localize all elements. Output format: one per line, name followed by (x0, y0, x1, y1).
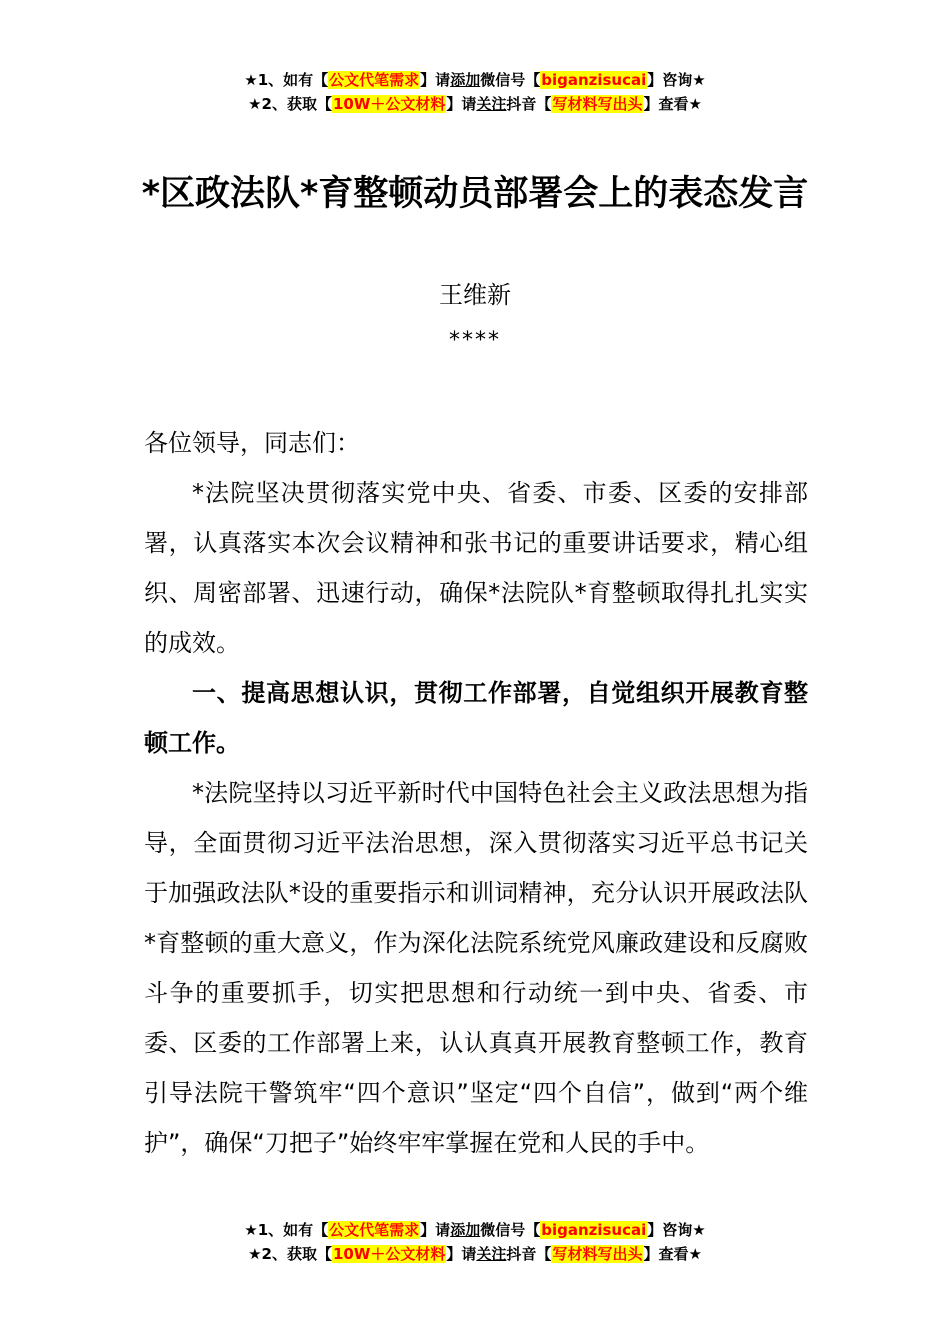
banner-highlight: biganzisucai (541, 71, 647, 89)
banner-text: 】咨询★ (647, 1221, 706, 1239)
banner-text: ★1、如有【 (244, 71, 329, 89)
paragraph: *法院坚决贯彻落实党中央、省委、市委、区委的安排部署，认真落实本次会议精神和张书记的重要讲话要求，精心组织、周密部署、迅速行动，确保*法院队*育整顿取得扎扎实实的成效。 (144, 479, 808, 657)
banner-highlight: 公文代笔需求 (329, 1221, 420, 1239)
footer-banner (0, 1218, 950, 1266)
banner-text: ★2、获取【 (248, 1245, 332, 1263)
banner-text: 】请 (420, 1221, 451, 1239)
banner-highlight: 10W＋公文材料 (332, 1245, 446, 1263)
banner-highlight: 10W＋公文材料 (332, 95, 446, 113)
document-author: 王维新 (439, 281, 511, 309)
banner-line-2 (0, 92, 950, 116)
banner-line-2 (0, 1242, 950, 1266)
banner-text: 】请 (420, 71, 451, 89)
banner-highlight: biganzisucai (541, 1221, 647, 1239)
banner-text: 微信号【 (480, 1221, 541, 1239)
banner-text: 微信号【 (480, 71, 541, 89)
salutation: 各位领导，同志们： (144, 429, 360, 457)
banner-text: 】请 (446, 95, 477, 113)
document-title: *区政法队*育整顿动员部署会上的表态发言 (141, 174, 809, 214)
banner-text: 】咨询★ (647, 71, 706, 89)
paragraph: *法院坚持以习近平新时代中国特色社会主义政法思想为指导，全面贯彻习近平法治思想，深入贯彻落实习近平总书记关于加强政法队*设的重要指示和训词精神，充分认识开展政法队*育整顿的重大意义，作为深化法院系统党风廉政建设和反腐败斗争的重要抓手，切实把思想和行动统一到中央、省委、市委、区委的工作部署上来，认认真真开展教育整顿工作，教育引导法院干警筑牢“四个意识”坚定“四个自信”，做到“两个维护”，确保“刀把子”始终牢牢掌握在党和人民的手中。 (144, 779, 808, 1157)
banner-text: 】请 (446, 1245, 477, 1263)
banner-highlight: 公文代笔需求 (329, 71, 420, 89)
banner-text: 】查看★ (643, 1245, 702, 1263)
document-body (144, 418, 808, 1168)
banner-underline: 关注 (476, 95, 507, 113)
banner-text: ★2、获取【 (248, 95, 332, 113)
banner-highlight: 写材料写出头 (552, 1245, 643, 1263)
banner-text: 抖音【 (506, 1245, 552, 1263)
section-heading: 一、提高思想认识，贯彻工作部署，自觉组织开展教育整顿工作。 (144, 679, 808, 757)
banner-underline: 添加 (450, 71, 481, 89)
header-banner (0, 68, 950, 116)
banner-highlight: 写材料写出头 (552, 95, 643, 113)
document-affiliation: **** (449, 328, 501, 353)
banner-underline: 添加 (450, 1221, 481, 1239)
banner-underline: 关注 (476, 1245, 507, 1263)
banner-line-1 (0, 68, 950, 92)
banner-text: 抖音【 (506, 95, 552, 113)
banner-text: ★1、如有【 (244, 1221, 329, 1239)
banner-text: 】查看★ (643, 95, 702, 113)
banner-line-1 (0, 1218, 950, 1242)
